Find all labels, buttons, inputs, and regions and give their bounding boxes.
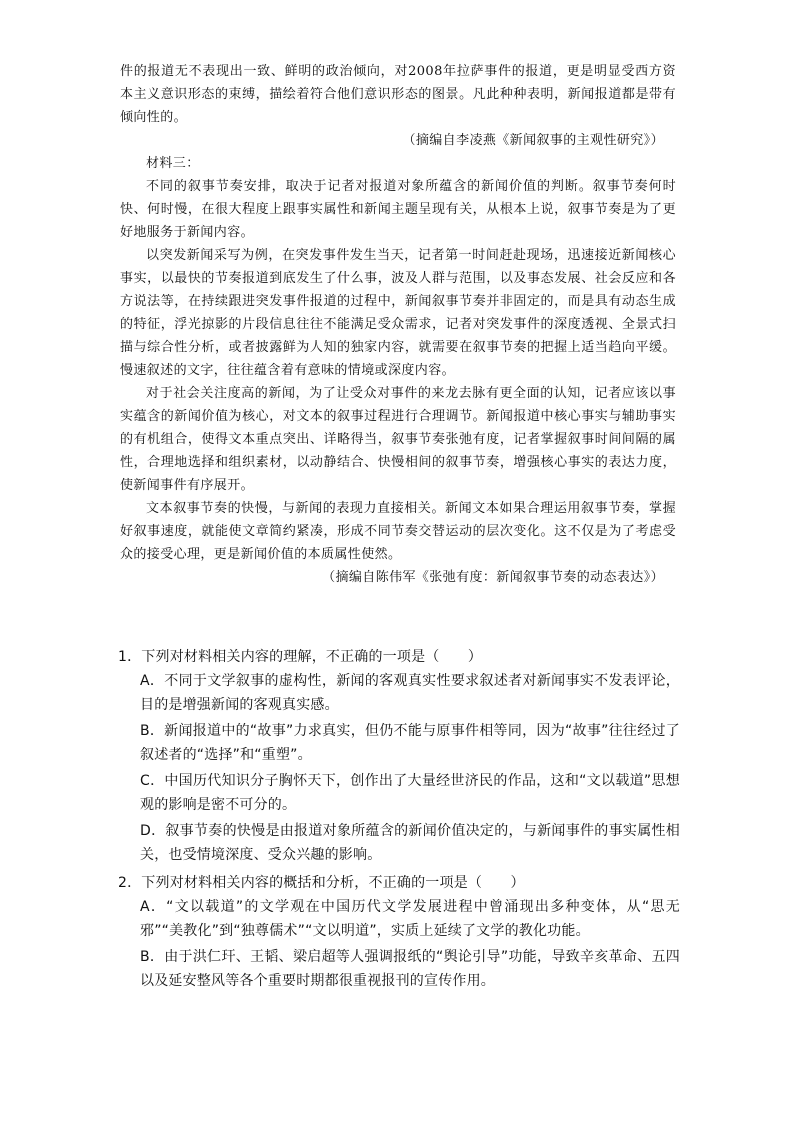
material-paragraph: 不同的叙事节奏安排，取决于记者对报道对象所蕴含的新闻价值的判断。叙事节奏何时快、何时慢，在很大程度上跟事实属性和新闻主题呈现有关，从根本上说，叙事节奏是为了更好地服务于新闻内容。 (120, 179, 676, 240)
material-paragraph: 对于社会关注度高的新闻，为了让受众对事件的来龙去脉有更全面的认知，记者应该以事实蕴含的新闻价值为核心，对文本的叙事过程进行合理调节。新闻报道中核心事实与辅助事实的有机组合，使得文本重点突出、详略得当，叙事节奏张弛有度，记者掌握叙事时间间隔的属性，合理地选择和组织素材，以动静结合、快慢相间的叙事节奏，增强核心事实的表达力度，使新闻事件有序展开。 (120, 386, 676, 493)
question-2 (118, 871, 680, 993)
question-stem: 2．下列对材料相关内容的概括和分析，不正确的一项是（ ） (118, 875, 525, 891)
option-c: C．中国历代知识分子胸怀天下，创作出了大量经世济民的作品，这和“文以载道”思想观的影响是密不可分的。 (140, 773, 680, 813)
option-a: A．“文以载道”的文学观在中国历代文学发展进程中曾涌现出多种变体，从“思无邪”“美教化”到“独尊儒术”“文以明道”，实质上延续了文学的教化功能。 (140, 899, 680, 939)
source-citation-three: （摘编自陈伟军《张弛有度：新闻叙事节奏的动态表达》） (322, 570, 664, 585)
material-paragraph: 以突发新闻采写为例，在突发事件发生当天，记者第一时间赶赴现场，迅速接近新闻核心事实，以最快的节奏报道到底发生了什么事，波及人群与范围，以及事态发展、社会反应和各方说法等，在持续跟进突发事件报道的过程中，新闻叙事节奏并非固定的，而是具有动态生成的特征，浮光掠影的片段信息往往不能满足受众需求，记者对突发事件的深度透视、全景式扫描与综合性分析，或者披露鲜为人知的独家内容，就需要在叙事节奏的把握上适当趋向平缓。慢速叙述的文字，往往蕴含着有意味的情境或深度内容。 (120, 248, 676, 378)
source-citation-two: （摘编自李凌燕《新闻叙事的主观性研究》） (402, 133, 664, 148)
question-list (118, 645, 680, 997)
reading-material (120, 60, 676, 589)
option-b: B．由于洪仁玕、王韬、梁启超等人强调报纸的“舆论引导”功能，导致辛亥革命、五四以及延安整风等各个重要时期都很重视报刊的宣传作用。 (140, 949, 680, 989)
question-stem: 1．下列对材料相关内容的理解，不正确的一项是（ ） (118, 649, 483, 665)
option-b: B．新闻报道中的“故事”力求真实，但仍不能与原事件相等同，因为“故事”往往经过了叙述者的“选择”和“重塑”。 (140, 723, 680, 763)
intro-paragraph: 件的报道无不表现出一致、鲜明的政治倾向，对2008年拉萨事件的报道，更是明显受西方资本主义意识形态的束缚，描绘着符合他们意识形态的图景。凡此种种表明，新闻报道都是带有倾向性的。 (120, 64, 676, 125)
question-1 (118, 645, 680, 867)
option-a: A．不同于文学叙事的虚构性，新闻的客观真实性要求叙述者对新闻事实不发表评论，目的是增强新闻的客观真实感。 (140, 673, 680, 713)
material-three-heading: 材料三： (146, 156, 200, 171)
option-d: D．叙事节奏的快慢是由报道对象所蕴含的新闻价值决定的，与新闻事件的事实属性相关，也受情境深度、受众兴趣的影响。 (140, 823, 680, 863)
material-paragraph: 文本叙事节奏的快慢，与新闻的表现力直接相关。新闻文本如果合理运用叙事节奏，掌握好叙事速度，就能使文章简约紧凑，形成不同节奏交替运动的层次变化。这不仅是为了考虑受众的接受心理，更是新闻价值的本质属性使然。 (120, 501, 676, 562)
